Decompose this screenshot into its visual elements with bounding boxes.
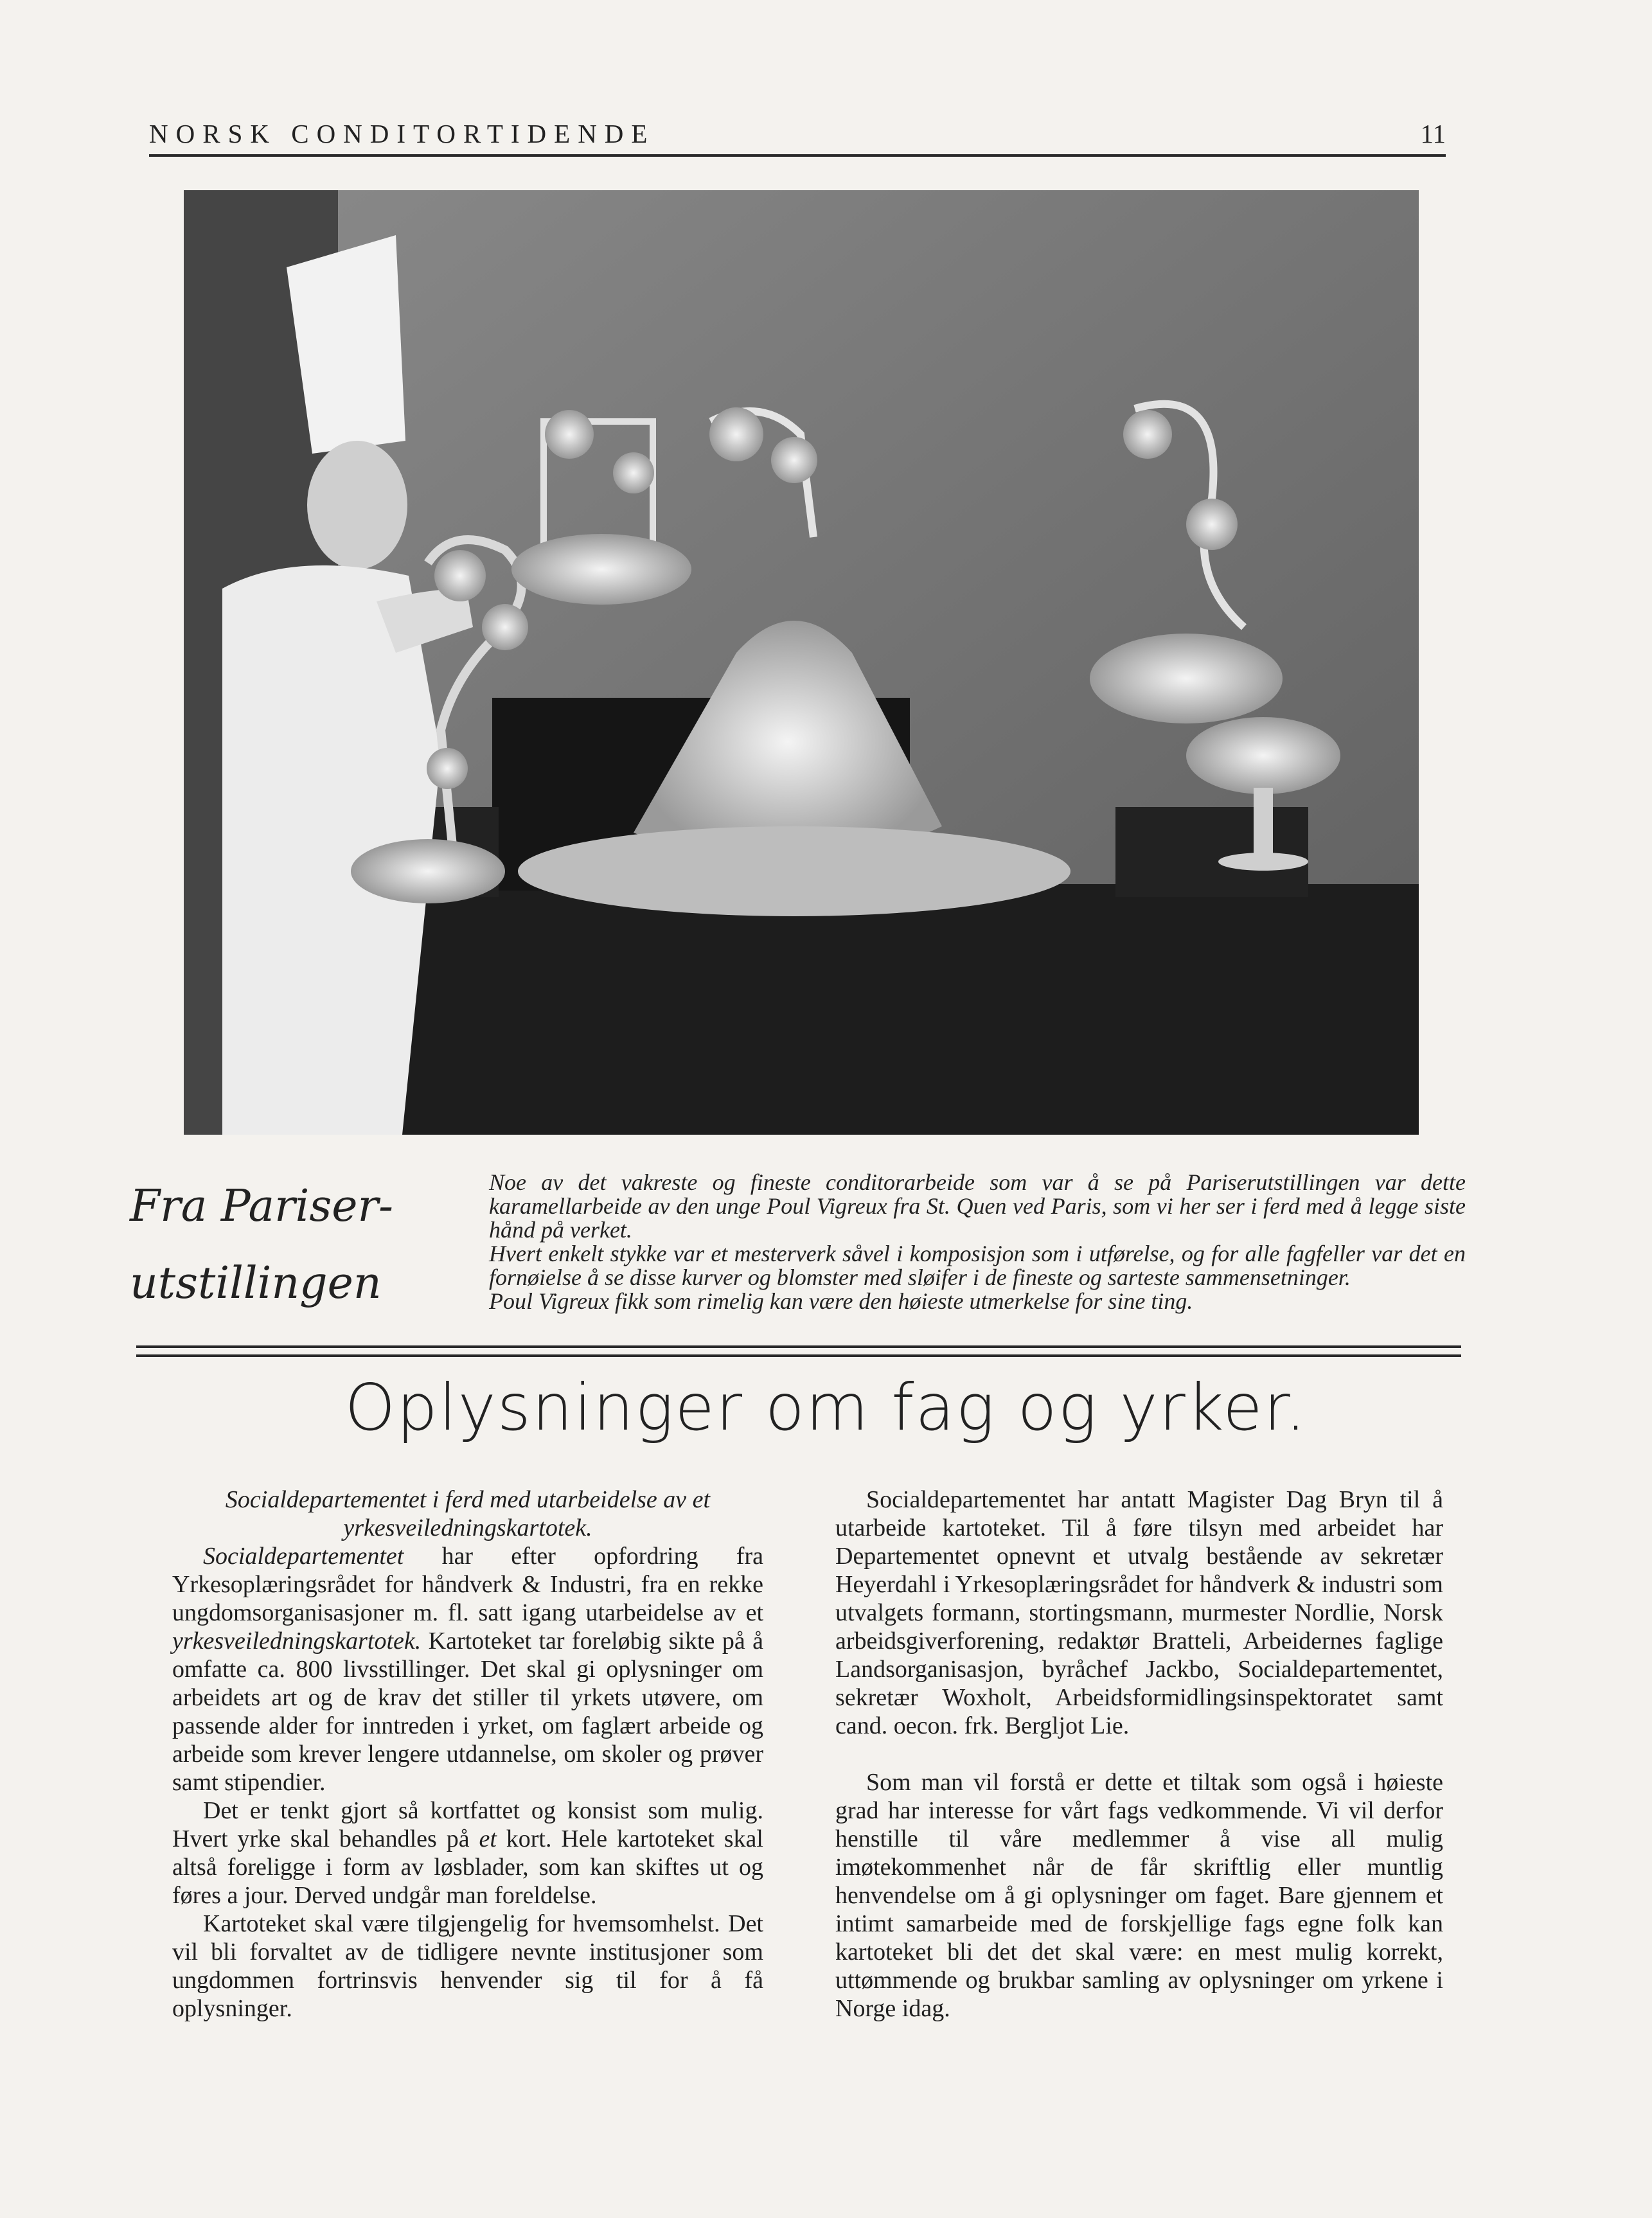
page-number: 11 [1420,119,1446,148]
paragraph [172,1797,763,1910]
section-rule-lower [136,1354,1461,1357]
paragraph [172,1542,763,1797]
paragraph: Som man vil forstå er dette et tiltak som også i høieste grad har interesse for vårt fags vedkommende. Vi vil derfor henstille til våre medlemmer å vise all mulig imøtekommenhet når de får skriftlig eller muntlig henvendelse om å gi oplysninger om faget. Bare gjennem et intimt samarbeide med de forskjellige fags egne folk kan kartoteket bli det det skal være: en mest mulig korrekt, uttømmende og brukbar samling av oplysninger om yrkene i Norge idag. [835,1769,1443,2022]
text: Det er tenkt gjort så kortfattet og konsist som mulig. Hvert yrke skal behandles på [172,1797,763,1852]
text: kort. Hele kartoteket skal altså foreligge i form av løsblader, som kan skiftes ut og føres a jour. Derved undgår man foreldelse. [172,1825,763,1909]
paragraph: Socialdepartementet har antatt Magister Dag Bryn til å utarbeide kartoteket. Til å føre tilsyn med arbeidet har Departementet opnevnt et utvalg bestående av sekretær Heyerdahl i Yrkesoplæringsrådet for håndverk & industri som utvalgets formann, stortingsmann, murmester Nordlie, Norsk arbeidsgiverforening, redaktør Bratteli, Arbeidernes faglige Landsorganisasjon, byråchef Jackbo, Socialdepartementet, sekretær Woxholt, Arbeidsformidlingsinspektoratet samt cand. oecon. frk. Bergljot Lie. [835,1486,1443,1739]
italic-text: Socialdepartementet [203,1543,404,1570]
display-table [332,884,1419,1135]
paragraph: Kartoteket skal være tilgjengelig for hvemsomhelst. Det vil bli forvaltet av de tidligere nevnte institusjoner som ungdommen fortrinsvis henvender sig til for å få oplysninger. [172,1910,763,2022]
text: har efter opfordring fra Yrkesoplæringsrådet for håndverk & Industri, fra en rekke ungdomsorganisasjoner m. fl. satt igang utarbeidelse av et [172,1543,763,1626]
text: Kartoteket tar foreløbig sikte på å omfatte ca. 800 livsstillinger. Det skal gi oplysninger om arbeidets art og de krav det stiller til yrkets utøvere, om passende alder for inntreden i yrket, om faglært arbeide og arbeide som krever lengere utdannelse, om skoler og prøver samt stipendier. [172,1628,763,1796]
caption-paragraph: Poul Vigreux fikk som rimelig kan være den høieste utmerkelse for sine ting. [489,1288,1193,1314]
section-rule-upper [136,1345,1461,1348]
photo-illustration [184,190,1419,1135]
article-headline: Oplysninger om fag og yrker. [344,1370,1308,1445]
article-lead: Socialdepartementet i ferd med utarbeidelse av et yrkesveiledningskartotek. [225,1486,711,1541]
caption-title-line: utstillingen [130,1258,382,1309]
caption-text [489,1171,1466,1313]
photograph-chef-with-caramel-sculptures [184,190,1419,1135]
article-right-column [835,1486,1443,2023]
running-header [149,114,1446,155]
right-pedestal [1115,807,1308,897]
chef-face [307,441,407,569]
article-left-column [172,1486,763,2023]
header-rule [149,154,1446,157]
caption-paragraph: Noe av det vakreste og fineste conditorarbeide som var å se på Pariserutstillingen var dette karamellarbeide av den unge Poul Vigreux fra St. Quen ved Paris, som vi her ser i ferd med å legge siste hånd på verket. [489,1169,1466,1243]
italic-text: et [479,1825,497,1852]
italic-text: yrkesveiledningskartotek. [172,1628,422,1655]
caption-title [130,1168,451,1322]
caption-title-line: Fra Pariser- [130,1181,393,1232]
caption-paragraph: Hvert enkelt stykke var et mesterverk såvel i komposisjon som i utførelse, og for alle fagfeller var det en fornøielse å se disse kurver og blomster med sløifer i de fineste og sarteste sammensetninger. [489,1241,1466,1290]
journal-title: NORSK CONDITORTIDENDE [149,119,655,148]
